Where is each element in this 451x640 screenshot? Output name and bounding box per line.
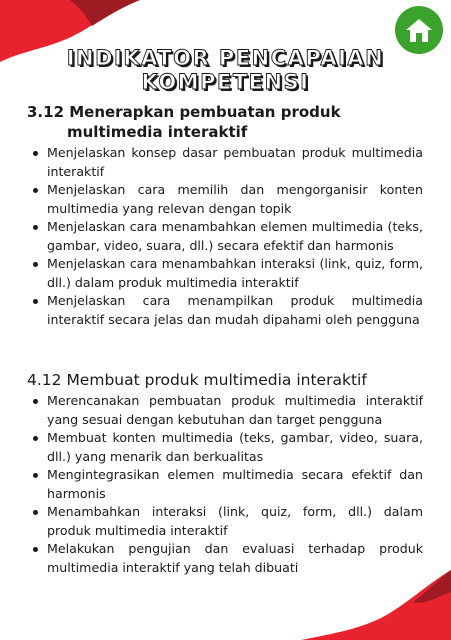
bottom-right-wave-decoration [301,570,451,640]
section-heading: 4.12 Membuat produk multimedia interaktif [27,371,367,389]
list-item: Merencanakan pembuatan produk multimedia interaktif yang sesuai dengan kebutuhan dan target pengguna [27,392,423,429]
home-icon [404,16,434,44]
section-heading-line2: multimedia interaktif [67,123,248,141]
competency-section-4-12 [27,370,423,577]
competency-section-3-12 [27,102,423,329]
indicator-list [27,392,423,577]
list-item: Mengintegrasikan elemen multimedia secara efektif dan harmonis [27,466,423,503]
page-title [0,46,451,94]
list-item: Melakukan pengujian dan evaluasi terhadap produk multimedia interaktif yang telah dibuati [27,540,423,577]
indicator-list [27,144,423,329]
page-title-line1: INDIKATOR PENCAPAIAN [66,46,385,70]
page-title-line2: KOMPETENSI [141,70,310,94]
section-heading [27,102,423,142]
list-item: Membuat konten multimedia (teks, gambar, video, suara, dll.) yang menarik dan berkualitas [27,429,423,466]
list-item: Menjelaskan cara menambahkan elemen multimedia (teks, gambar, video, suara, dll.) secara efektif dan harmonis [27,218,423,255]
list-item: Menjelaskan cara menambahkan interaksi (link, quiz, form, dll.) dalam produk multimedia interaktif [27,255,423,292]
list-item: Menjelaskan konsep dasar pembuatan produk multimedia interaktif [27,144,423,181]
list-item: Menambahkan interaksi (link, quiz, form, dll.) dalam produk multimedia interaktif [27,503,423,540]
list-item: Menjelaskan cara memilih dan mengorganisir konten multimedia yang relevan dengan topik [27,181,423,218]
section-heading-line1: 3.12 Menerapkan pembuatan produk [27,103,341,121]
list-item: Menjelaskan cara menampilkan produk multimedia interaktif secara jelas dan mudah dipahami oleh pengguna [27,292,423,329]
